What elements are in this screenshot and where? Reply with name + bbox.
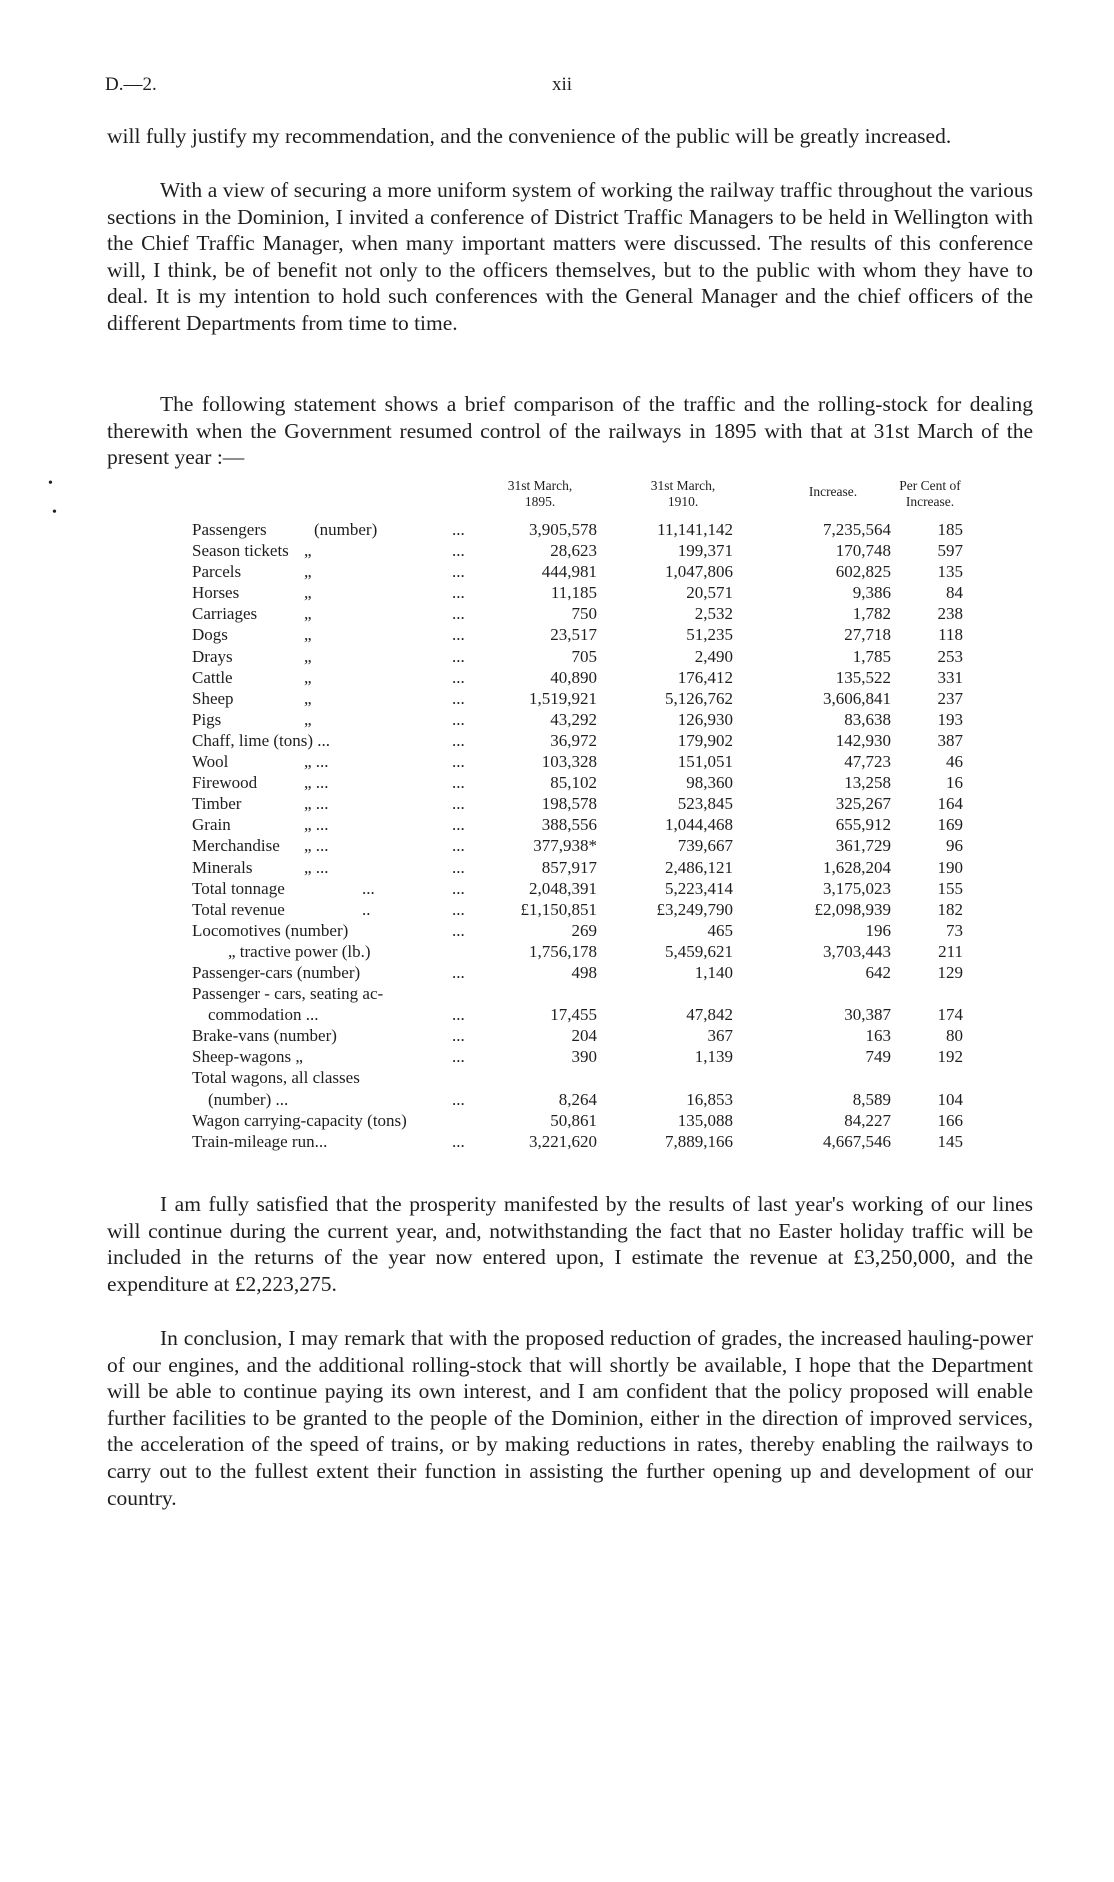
row-label: Timber xyxy=(192,794,242,814)
ditto-mark: „ xyxy=(304,709,312,729)
value-1895: 2,048,391 xyxy=(529,878,597,898)
value-1910: 199,371 xyxy=(677,541,733,561)
table-row xyxy=(192,582,992,603)
value-percent: 238 xyxy=(937,604,963,624)
value-1910: 176,412 xyxy=(677,667,733,687)
value-1895: 204 xyxy=(571,1026,597,1046)
value-increase: 1,785 xyxy=(852,646,891,666)
value-percent: 387 xyxy=(937,730,963,750)
row-label: „ tractive power (lb.) xyxy=(228,941,371,961)
row-leader: ... xyxy=(452,752,465,772)
value-percent: 193 xyxy=(937,709,963,729)
ditto-mark: „ xyxy=(304,562,312,582)
table-row xyxy=(192,772,992,793)
column-header-percent: Per Cent of Increase. xyxy=(899,478,961,509)
table-row xyxy=(192,667,992,688)
document-code: D.—2. xyxy=(105,74,157,95)
value-percent: 211 xyxy=(938,941,963,961)
ditto-mark: „ xyxy=(304,541,312,561)
value-increase: 325,267 xyxy=(835,794,891,814)
value-1910: 98,360 xyxy=(686,773,733,793)
value-1895: 498 xyxy=(571,962,597,982)
value-1895: 17,455 xyxy=(550,1005,597,1025)
value-1895: 705 xyxy=(571,646,597,666)
row-label: Sheep xyxy=(192,688,234,708)
value-percent: 46 xyxy=(946,752,963,772)
value-percent: 185 xyxy=(937,520,963,539)
ditto-mark: „ ... xyxy=(304,794,329,814)
value-1895: 3,905,578 xyxy=(529,520,597,539)
ditto-mark: „ ... xyxy=(304,857,329,877)
row-leader: ... xyxy=(452,604,465,624)
value-1895: 750 xyxy=(571,604,597,624)
value-1910: 7,889,166 xyxy=(665,1131,733,1151)
value-1895: 43,292 xyxy=(550,709,597,729)
value-percent: 182 xyxy=(937,899,963,919)
value-percent: 174 xyxy=(937,1005,963,1025)
value-1895: 36,972 xyxy=(550,730,597,750)
value-1910: 1,140 xyxy=(694,962,733,982)
value-1910: 51,235 xyxy=(686,625,733,645)
value-percent: 104 xyxy=(937,1089,963,1109)
row-label: Minerals xyxy=(192,857,253,877)
ditto-mark: „ xyxy=(304,667,312,687)
value-increase: 361,729 xyxy=(835,836,891,856)
row-label: Locomotives (number) xyxy=(192,920,349,940)
value-increase: 642 xyxy=(865,962,891,982)
value-percent: 190 xyxy=(937,857,963,877)
row-leader: ... xyxy=(452,520,465,539)
row-leader: ... xyxy=(452,962,465,982)
value-1895: 1,519,921 xyxy=(529,688,597,708)
margin-mark: • xyxy=(52,505,57,520)
row-leader: ... xyxy=(452,1026,465,1046)
value-1910: 739,667 xyxy=(677,836,733,856)
row-leader: ... xyxy=(452,1005,465,1025)
row-label: Chaff, lime (tons) ... xyxy=(192,730,331,750)
value-1895: 11,185 xyxy=(550,583,597,603)
ditto-mark: „ ... xyxy=(304,836,329,856)
table-row xyxy=(192,688,992,709)
row-leader: ... xyxy=(452,646,465,666)
value-percent: 155 xyxy=(937,878,963,898)
ditto-mark: .. xyxy=(362,899,371,919)
value-1895: 388,556 xyxy=(541,815,597,835)
table-row xyxy=(192,751,992,772)
value-increase: 602,825 xyxy=(835,562,891,582)
value-percent: 166 xyxy=(937,1110,963,1130)
table-row xyxy=(192,857,992,878)
value-increase: 7,235,564 xyxy=(823,520,891,539)
value-1910: 47,842 xyxy=(686,1005,733,1025)
value-increase: 13,258 xyxy=(844,773,891,793)
row-leader: ... xyxy=(452,730,465,750)
row-leader: ... xyxy=(452,1131,465,1151)
value-1895: 50,861 xyxy=(550,1110,597,1130)
value-1895: 40,890 xyxy=(550,667,597,687)
value-1910: 126,930 xyxy=(677,709,733,729)
row-label: Pigs xyxy=(192,709,222,729)
table-row xyxy=(192,793,992,814)
value-1910: 5,126,762 xyxy=(665,688,733,708)
row-label: Passenger - cars, seating ac- xyxy=(192,984,384,1004)
ditto-mark: „ xyxy=(304,583,312,603)
paragraph-3: The following statement shows a brief comparison of the traffic and the rolling-stock for dealing therewith when the Government resumed control of the railways in 1895 with that at 31st March of the present year :— xyxy=(107,392,1033,470)
value-increase: 3,703,443 xyxy=(823,941,891,961)
table-row xyxy=(192,603,992,624)
value-percent: 129 xyxy=(937,962,963,982)
row-leader: ... xyxy=(452,794,465,814)
row-leader: ... xyxy=(452,815,465,835)
value-percent: 80 xyxy=(946,1026,963,1046)
paragraph-4: I am fully satisfied that the prosperity manifested by the results of last year's working of our lines will continue during the current year, and, notwithstanding the fact that no Easter holiday traffic will be included in the returns of the year now entered upon, I estimate the revenue at £3,250,000, and the expenditure at £2,223,275. xyxy=(107,1192,1033,1296)
table-row xyxy=(192,624,992,645)
ditto-mark: ... xyxy=(362,878,375,898)
value-1910: £3,249,790 xyxy=(656,899,733,919)
paragraph-2: With a view of securing a more uniform system of working the railway traffic throughout the various sections in the Dominion, I invited a conference of District Traffic Managers to be held in Wellington with the Chief Traffic Manager, when many important matters were discussed. The results of this conference will, I think, be of benefit not only to the officers themselves, but to the public with whom they have to deal. It is my intention to hold such conferences with the General Manager and the chief officers of the different Departments from time to time. xyxy=(107,178,1033,335)
row-label: Dogs xyxy=(192,625,228,645)
value-1895: 23,517 xyxy=(550,625,597,645)
row-leader: ... xyxy=(452,773,465,793)
statistics-table xyxy=(192,519,992,1152)
value-increase: 1,782 xyxy=(852,604,891,624)
margin-mark: • xyxy=(48,476,53,491)
table-row xyxy=(192,540,992,561)
row-leader: ... xyxy=(452,857,465,877)
value-increase: 170,748 xyxy=(835,541,891,561)
row-label: (number) ... xyxy=(208,1089,289,1109)
row-label: Grain xyxy=(192,815,231,835)
row-label: Brake-vans (number) xyxy=(192,1026,337,1046)
value-1895: 103,328 xyxy=(541,752,597,772)
table-row xyxy=(192,920,992,941)
ditto-mark: „ ... xyxy=(304,752,329,772)
row-label: Train-mileage run... xyxy=(192,1131,328,1151)
value-1895: 1,756,178 xyxy=(529,941,597,961)
value-percent: 597 xyxy=(937,541,963,561)
value-1910: 465 xyxy=(707,920,733,940)
value-1895: 3,221,620 xyxy=(529,1131,597,1151)
column-header-increase: Increase. xyxy=(808,484,858,499)
table-row xyxy=(192,1046,992,1067)
value-percent: 96 xyxy=(946,836,963,856)
table-row xyxy=(192,835,992,856)
row-leader: ... xyxy=(452,1089,465,1109)
value-1895: 390 xyxy=(571,1047,597,1067)
value-1910: 2,486,121 xyxy=(665,857,733,877)
value-1910: 20,571 xyxy=(686,583,733,603)
value-1910: 5,459,621 xyxy=(665,941,733,961)
row-leader: ... xyxy=(452,1047,465,1067)
value-1895: £1,150,851 xyxy=(520,899,597,919)
column-header-1910: 31st March, 1910. xyxy=(650,478,716,509)
row-label: Drays xyxy=(192,646,233,666)
value-percent: 145 xyxy=(937,1131,963,1151)
value-percent: 164 xyxy=(937,794,963,814)
table-row xyxy=(192,1004,992,1025)
table-row xyxy=(192,1110,992,1131)
row-label: Firewood xyxy=(192,773,258,793)
value-percent: 331 xyxy=(937,667,963,687)
table-row xyxy=(192,709,992,730)
value-1910: 523,845 xyxy=(677,794,733,814)
row-label: Cattle xyxy=(192,667,233,687)
table-row xyxy=(192,1131,992,1152)
row-leader: ... xyxy=(452,899,465,919)
row-label: Total tonnage xyxy=(192,878,285,898)
ditto-mark: „ ... xyxy=(304,773,329,793)
table-row xyxy=(192,1025,992,1046)
value-1910: 367 xyxy=(707,1026,733,1046)
value-1910: 2,532 xyxy=(694,604,733,624)
value-1910: 16,853 xyxy=(686,1089,733,1109)
value-percent: 169 xyxy=(937,815,963,835)
table-row xyxy=(192,561,992,582)
value-percent: 237 xyxy=(937,688,963,708)
value-1910: 1,044,468 xyxy=(665,815,733,835)
row-leader: ... xyxy=(452,709,465,729)
ditto-mark: „ ... xyxy=(304,815,329,835)
row-label: Passenger-cars (number) xyxy=(192,962,361,982)
row-leader: ... xyxy=(452,667,465,687)
table-row xyxy=(192,646,992,667)
ditto-mark: „ xyxy=(304,646,312,666)
row-label: Wagon carrying-capacity (tons) xyxy=(192,1110,407,1130)
table-row xyxy=(192,962,992,983)
value-1910: 135,088 xyxy=(677,1110,733,1130)
value-1910: 1,139 xyxy=(694,1047,733,1067)
table-row xyxy=(192,519,992,540)
row-label: Horses xyxy=(192,583,240,603)
value-increase: 3,175,023 xyxy=(823,878,891,898)
row-leader: ... xyxy=(452,625,465,645)
value-percent: 84 xyxy=(946,583,963,603)
value-1895: 8,264 xyxy=(558,1089,597,1109)
row-leader: ... xyxy=(452,541,465,561)
value-increase: 655,912 xyxy=(835,815,891,835)
row-leader: ... xyxy=(452,562,465,582)
table-row xyxy=(192,941,992,962)
value-1895: 85,102 xyxy=(550,773,597,793)
value-increase: 1,628,204 xyxy=(823,857,891,877)
row-leader: ... xyxy=(452,878,465,898)
value-increase: 135,522 xyxy=(835,667,891,687)
value-1895: 444,981 xyxy=(541,562,597,582)
row-label: Carriages xyxy=(192,604,258,624)
table-row xyxy=(192,1089,992,1110)
value-1910: 5,223,414 xyxy=(665,878,733,898)
value-increase: 196 xyxy=(865,920,891,940)
column-header-1895: 31st March, 1895. xyxy=(507,478,573,509)
value-1910: 179,902 xyxy=(677,730,733,750)
row-leader: ... xyxy=(452,920,465,940)
table-row xyxy=(192,1067,992,1088)
row-label: commodation ... xyxy=(208,1005,319,1025)
row-label: Parcels xyxy=(192,562,242,582)
value-increase: 27,718 xyxy=(844,625,891,645)
value-1895: 269 xyxy=(571,920,597,940)
value-1895: 28,623 xyxy=(550,541,597,561)
value-percent: 253 xyxy=(937,646,963,666)
row-label: Season tickets xyxy=(192,541,289,561)
paragraph-1: will fully justify my recommendation, and the convenience of the public will be greatly increased. xyxy=(107,124,952,148)
value-percent: 192 xyxy=(937,1047,963,1067)
value-increase: 3,606,841 xyxy=(823,688,891,708)
table-row xyxy=(192,730,992,751)
value-increase: £2,098,939 xyxy=(814,899,891,919)
value-increase: 163 xyxy=(865,1026,891,1046)
value-increase: 47,723 xyxy=(844,752,891,772)
value-increase: 4,667,546 xyxy=(823,1131,891,1151)
value-1910: 151,051 xyxy=(677,752,733,772)
value-increase: 84,227 xyxy=(844,1110,891,1130)
value-increase: 9,386 xyxy=(852,583,891,603)
value-1910: 11,141,142 xyxy=(657,520,733,539)
value-increase: 83,638 xyxy=(844,709,891,729)
row-label: Merchandise xyxy=(192,836,280,856)
row-leader: ... xyxy=(452,583,465,603)
table-row xyxy=(192,899,992,920)
ditto-mark: „ xyxy=(304,604,312,624)
paragraph-5: In conclusion, I may remark that with the proposed reduction of grades, the increased hauling-power of our engines, and the additional rolling-stock that will shortly be available, I hope that the Department will be able to continue paying its own interest, and I am confident that the policy proposed will enable further facilities to be granted to the people of the Dominion, either in the direction of improved services, the acceleration of the speed of trains, or by making reductions in rates, thereby enabling the railways to carry out to the fullest extent their function in assisting the further opening up and development of our country. xyxy=(107,1326,1033,1510)
row-label: Wool xyxy=(192,752,229,772)
value-percent: 16 xyxy=(946,773,963,793)
value-1895: 198,578 xyxy=(541,794,597,814)
row-leader: ... xyxy=(452,688,465,708)
value-increase: 8,589 xyxy=(852,1089,891,1109)
row-leader: ... xyxy=(452,836,465,856)
table-row xyxy=(192,983,992,1004)
page-number: xii xyxy=(552,74,573,95)
value-percent: 73 xyxy=(946,920,963,940)
table-row xyxy=(192,878,992,899)
value-1910: 1,047,806 xyxy=(665,562,733,582)
value-1910: 2,490 xyxy=(694,646,733,666)
value-increase: 142,930 xyxy=(835,730,891,750)
ditto-mark: „ xyxy=(304,625,312,645)
table-row xyxy=(192,814,992,835)
ditto-mark: (number) xyxy=(314,520,378,539)
row-label: Passengers xyxy=(192,520,267,539)
row-label: Sheep-wagons „ xyxy=(192,1047,303,1067)
value-increase: 749 xyxy=(865,1047,891,1067)
value-percent: 118 xyxy=(938,625,963,645)
value-1895: 857,917 xyxy=(541,857,597,877)
row-label: Total revenue xyxy=(192,899,285,919)
value-percent: 135 xyxy=(937,562,963,582)
ditto-mark: „ xyxy=(304,688,312,708)
value-1895: 377,938* xyxy=(533,836,597,856)
row-label: Total wagons, all classes xyxy=(192,1068,360,1088)
value-increase: 30,387 xyxy=(844,1005,891,1025)
